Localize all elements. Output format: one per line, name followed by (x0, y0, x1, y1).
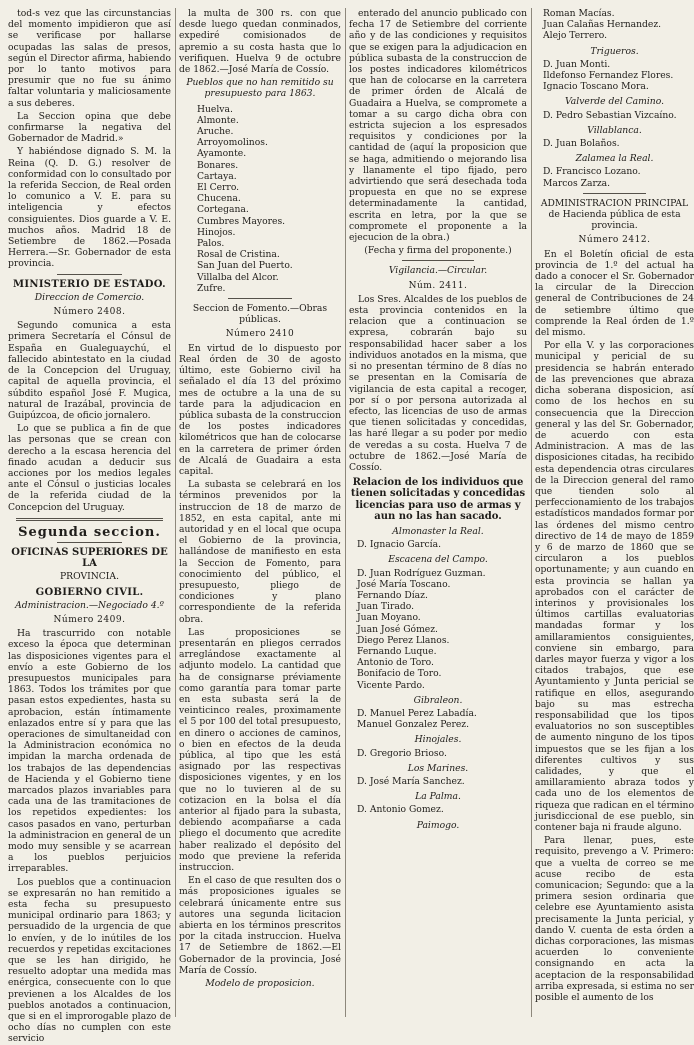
name-list (535, 110, 694, 121)
section-subheading: Administracion.—Negociado 4.º (15, 599, 164, 611)
list-item: Manuel Gonzalez Perez. (357, 719, 470, 731)
list-item: Juan Tirado. (357, 601, 415, 613)
list-item: Marcos Zarza. (543, 177, 611, 189)
section-subheading: Modelo de proposicion. (205, 978, 315, 990)
town-heading: Valverde del Camino. (564, 96, 664, 108)
town-heading: Paimogo. (416, 819, 460, 831)
paragraph: Los pueblos que a continuacion se expresarán no han remitido a esta fecha su presupuesto municipal ordinario para 1863; y persuadido de la urgencia de que lo envíen, y de lo inútiles de los recuerdos y repetidas excitaciones que se les han dirigido, he resuelto adoptar una medida mas enérgica, consecuente con lo que previenen a los Alcaldes de los pueblos anotados a continuacion, que si en el improrogable plazo de ocho días no cumplen con este servicio (8, 876, 171, 1045)
list-item: Arroyomolinos. (197, 137, 268, 149)
paragraph: La subasta se celebrará en los términos prevenidos por la instruccion de 18 de marzo de 1852, en esta capital, ante mi autoridad y en el local que ocupa el Gobierno de la provincia, hallándose de manifiesto en esta la Seccion de Fomento, para conocimiento del público, el presupuesto, pliego de condiciones y plano correspondiente de la referida obra. (179, 479, 341, 625)
paragraph: En virtud de lo dispuesto por Real órden de 30 de agosto último, este Gobierno civil ha señalado el día 13 del próximo mes de octubre a la una de su tarde para la adjudicacion en pública subasta de la construccion de los postes indicadores kilométricos que han de colocarse en la carretera de primer órden de Alcalá de Guadaira a esta capital. (179, 342, 341, 477)
list-item: Ignacio Toscano Mora. (543, 81, 649, 93)
signature-line: (Fecha y firma del proponente.) (364, 245, 512, 257)
list-item: Roman Macías. (543, 8, 615, 19)
name-list (349, 539, 527, 550)
section-heading-ministry: MINISTERIO DE ESTADO. (13, 278, 166, 290)
list-item: San Juan del Puerto. (197, 260, 293, 272)
section-heading: OFICINAS SUPERIORES DE LA (11, 546, 168, 570)
list-item: D. José María Sanchez. (357, 776, 465, 787)
name-list (349, 804, 527, 815)
list-item: Bonares. (197, 159, 239, 171)
town-heading: Hinojales. (414, 734, 462, 746)
name-list (535, 138, 694, 149)
paragraph: Y habiéndose dignado S. M. la Reina (Q. D. G.) resolver de conformidad con lo consultado por la referida Seccion, de Real orden lo comunico a V. E. para su inteligencia y efectos consiguientes. Dios guarde a V. E. muchos años. Madrid 18 de Setiembre de 1862.—Posada Herrera.—Sr. Gobernador de esta provincia. (8, 146, 171, 270)
name-list (535, 59, 694, 93)
paragraph: tod-s vez que las circunstancias del momento impidieron que así se verificase por hallarse ocupadas las salas de presos, según el Director afirma, habiendo por lo tanto motivos para presumir que no fue su ánimo faltar voluntaria y maliciosamente a sus deberes. (8, 8, 171, 109)
list-item: Zufre. (197, 282, 226, 294)
column-4 (531, 8, 694, 1017)
notice-number: Número 2409. (53, 614, 126, 625)
section-heading-hacienda: ADMINISTRACION PRINCIPAL de Hacienda pública de esta provincia. (540, 197, 689, 232)
town-heading: Escacena del Campo. (388, 554, 488, 566)
column-2 (175, 8, 341, 1017)
list-item: D. Antonio Gomez. (357, 804, 444, 816)
divider (583, 193, 647, 194)
list-item: Ayamonte. (197, 148, 247, 160)
town-heading: Villablanca. (587, 124, 642, 136)
list-item: Chucena. (197, 193, 241, 205)
list-item: Cortegana. (197, 204, 249, 216)
divider (228, 298, 293, 299)
name-list (535, 8, 694, 42)
notice-number: Núm. 2411. (408, 280, 468, 291)
section-heading-fomento: Seccion de Fomento.—Obras públicas. (192, 303, 328, 326)
list-item: Antonio de Toro. (357, 657, 434, 669)
list-item: D. Manuel Perez Labadía. (357, 707, 477, 719)
list-heading: Relacion de los individuos que tienen solicitadas y concedidas licencias para uso de armas y aun no las han sacado. (350, 477, 526, 522)
town-heading: Trigueros. (590, 45, 639, 57)
town-heading: Zalamea la Real. (575, 153, 654, 165)
list-item: D. Francisco Lozano. (543, 166, 641, 178)
list-item: El Cerro. (197, 182, 240, 194)
list-item: D. Gregorio Brioso. (357, 747, 447, 759)
list-item: Huelva. (197, 103, 233, 115)
list-item: D. Juan Rodríguez Guzman. (357, 567, 486, 579)
column-3 (345, 8, 527, 1017)
town-list (179, 104, 341, 294)
paragraph: Para llenar, pues, este requisito, prevengo a V. Primero: que a vuelta de correo se me acuse recibo de esta comunicacion; Segundo: que a la primera sesion ordinaria que celebre ese Ayuntamiento asista precisamente la Junta pericial, y dando V. cuenta de esta órden a dichas corporaciones, las mismas acuerden lo conveniente consignando en acta la aceptacion de la responsabilidad arriba expresada, si estima no ser posible el aumento de los (535, 835, 694, 1004)
list-heading: Pueblos que no han remitido su presupuesto para 1863. (186, 77, 334, 100)
town-heading: Almonaster la Real. (392, 525, 484, 537)
list-item: D. Juan Monti. (543, 58, 611, 70)
paragraph: Lo que se publica a fin de que las personas que se crean con derecho a la escasa herencia del finado acudan a deducir sus acciones por los medios legales ante el Cónsul o justicias locales de la referida ciudad de la Concepcion del Uruguay. (8, 423, 171, 513)
section-subheading: Direccion de Comercio. (34, 291, 145, 303)
name-list (349, 708, 527, 730)
list-item: D. Juan Bolaños. (543, 138, 620, 150)
list-item: Vicente Pardo. (357, 679, 425, 691)
list-item: Palos. (197, 238, 225, 250)
paragraph: enterado del anuncio publicado con fecha 17 de Setiembre del corriente año y de las condiciones y requisitos que se exigen para la adjudicacion en pública subasta de la construccion de los postes indicadores kilométricos que han de colocarse en la carretera de primer órden de Alcalá de Guadaira a Huelva, se compromete a tomar a su cargo dicha obra con estricta sujecion a los espresados requisitos y condiciones por la cantidad de (aquí la proposicion que se haga, admitiendo o mejorando lisa y llanamente el tipo fijado, pero advirtiendo que será desechada toda propuesta en que no se exprese determinadamente la cantidad, escrita en letra, por la que se compromete el proponente a la ejecucion de la obra.) (349, 8, 527, 244)
paragraph: Las proposiciones se presentarán en pliegos cerrados arreglándose exactamente al adjunto modelo. La cantidad que ha de consignarse préviamente como garantía para tomar parte en esta subasta será la de veinticinco reales, proximamente el 5 por 100 del total presupuesto, en dinero o acciones de caminos, o bien en efectos de la deuda pública, al tipo que les está asignado por las respectivas disposiciones vigentes, y en los que no lo tuvieren al de su cotizacion en la bolsa el día anterior al fijado para la subasta, debiendo acompañarse a cada pliego el documento que acredite haber realizado el depósito del modo que previene la referida instruccion. (179, 626, 341, 874)
list-item: Aruche. (197, 126, 234, 138)
section-heading-province: PROVINCIA. (60, 571, 119, 583)
name-list (535, 166, 694, 188)
paragraph: En el caso de que resulten dos o más proposiciones iguales se celebrará únicamente entre sus autores una segunda licitacion abierta en los términos prescritos por la citada instruccion. Huelva 17 de Setiembre de 1862.—El Gobernador de la provincia, José María de Cossío. (179, 875, 341, 976)
list-item: Rosal de Cristina. (197, 249, 280, 261)
list-item: D. Ignacio García. (357, 539, 442, 551)
list-item: Ildefonso Fernandez Flores. (543, 70, 674, 82)
list-item: Bonifacio de Toro. (357, 668, 442, 680)
paragraph: La Seccion opina que debe confirmarse la negativa del Gobernador de Madrid.» (8, 110, 171, 145)
list-item: Diego Perez Llanos. (357, 634, 450, 646)
column-1 (8, 8, 171, 1045)
list-item: Alejo Terrero. (543, 30, 608, 42)
paragraph: la multa de 300 rs. con que desde luego quedan conminados, expediré comisionados de apremio a su costa hasta que lo verifiquen. Huelva 9 de octubre de 1862.—José María de Cossío. (179, 8, 341, 76)
divider (57, 542, 122, 543)
list-item: José María Toscano. (357, 578, 451, 590)
list-item: Fernando Luque. (357, 645, 437, 657)
name-list (349, 568, 527, 691)
paragraph: Ha trascurrido con notable exceso la época que determinan las disposiciones vigentes para el envío a este Gobierno de los presupuestos municipales para 1863. Todos los trámites por que pasan estos expedientes, hasta su aprobacion, están íntimamente enlazados entre sí y para que las operaciones de simultaneidad con la Administracion económica no impidan la marcha ordenada de los trabajos de las dependencias de Hacienda y el Gobierno tiene marcados plazos invariables para cada una de las tramitaciones de los repetidos expedientes: los casos pasados en vano, perturban la administracion en general de un modo muy sensible y se acarrean a los pueblos perjuicios irreparables. (8, 628, 171, 875)
divider (16, 518, 163, 521)
section-subheading: Vigilancia.—Circular. (388, 265, 488, 277)
section-title: Segunda seccion. (18, 524, 161, 540)
list-item: Fernando Díaz. (357, 589, 428, 601)
name-list (349, 776, 527, 787)
list-item: Villalba del Alcor. (197, 271, 279, 283)
divider (402, 260, 473, 261)
town-heading: Los Marines. (407, 762, 469, 774)
list-item: D. Pedro Sebastian Vizcaíno. (543, 109, 677, 121)
section-heading-civil: GOBIERNO CIVIL. (35, 586, 144, 598)
town-heading: Gibraleon. (413, 694, 463, 706)
paragraph: Segundo comunica a esta primera Secretaría el Cónsul de España en Gualeguaychú, el fallecido abintestato en la ciudad de la Concepcion del Uruguay, capital de aquella provincia, el súbdito español José F. Mugica, natural de Irazábal, provincia de Guipúzcoa, de oficio jornalero. (8, 320, 171, 421)
list-item: Juan José Gómez. (357, 623, 438, 635)
list-item: Juan Moyano. (357, 612, 421, 624)
name-list (349, 748, 527, 759)
notice-number: Número 2412. (578, 235, 651, 246)
list-item: Cartaya. (197, 170, 237, 182)
town-heading: La Palma. (415, 791, 461, 803)
paragraph: En el Boletín oficial de esta provincia de 1.º del actual ha dado a conocer el Sr. Gobernador la circular de la Direccion general de Contribuciones de 24 de setiembre último que comprende la Real órden de 1.º del mismo. (535, 248, 694, 339)
paragraph: Los Sres. Alcaldes de los pueblos de esta provincia contenidos en la relacion que a continuacion se expresa, cobrarán bajo su responsabilidad hacer saber a los individuos anotados en la misma, que si no presentan término de 8 días no se presentan en la Comisaría de vigilancia de esta capital a recoger, por sí o por persona autorizada al efecto, las licencias de uso de armas que tienen solicitadas y concedidas, las haré llegar a su poder por medio de veredas a su costa. Huelva 7 de octubre de 1862.—José María de Cossío. (349, 293, 527, 473)
list-item: Hinojos. (197, 226, 236, 238)
paragraph: Por ella V. y las corporaciones municipal y pericial de su presidencia se habrán enterado de las prevenciones que abraza dicha soberana disposicion, así como de los hechos en su consecuencia que la Direccion general y las del Sr. Gobernador, de acuerdo con esta Administracion. A mas de las disposiciones citadas, ha recibido esta dependencia otras circulares de la Direccion general del ramo que tienden solo al perfeccionamiento de los trabajos estadísticos mandados formar por las órdenes del mismo centro directivo de 14 de mayo de 1859 y 6 de marzo de 1860 que se circularon a los pueblos oportunamente; y aun cuando en esta provincia se hallan ya aprobados con el carácter de interinos y provisionales los últimos cartillas evaluatorias mandadas formar y los amillaramientos consiguientes, conviene sin embargo, para darles mayor fuerza y vigor a los citados trabajos, que ese Ayuntamiento y Junta pericial se ratifique en ellos, asegurando bajo su mas estrecha responsabilidad que los tipos evaluatorios no son susceptibles de aumento ninguno de los tipos impuestos que se les fijan a los diferentes cultivos y sus calidades, y que el amillaramiento abraza todos y cada uno de los elementos de riqueza que radican en el término jurisdiccional de ese pueblo, sin contener baja ni fraude alguno. (535, 340, 694, 834)
list-item: Juan Calañas Hernandez. (543, 19, 662, 31)
divider (57, 274, 122, 275)
notice-number: Número 2410 (225, 329, 295, 340)
list-item: Almonte. (197, 114, 239, 126)
list-item: Cumbres Mayores. (197, 215, 286, 227)
notice-number: Número 2408. (53, 307, 126, 318)
